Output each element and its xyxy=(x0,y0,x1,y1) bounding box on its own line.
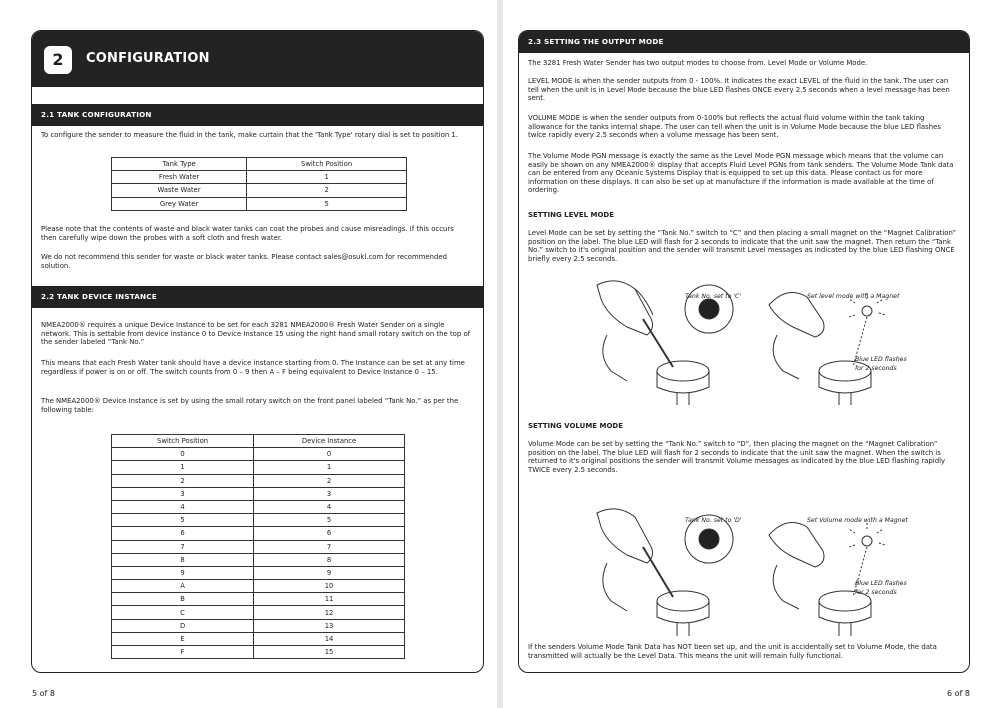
table-row xyxy=(112,487,405,500)
table-row xyxy=(112,580,405,593)
section-heading-output-mode: 2.3 SETTING THE OUTPUT MODE xyxy=(519,31,969,53)
table-header-row xyxy=(112,158,407,171)
table-cell: 4 xyxy=(254,500,405,513)
table-cell: 5 xyxy=(247,197,407,210)
table-cell: 7 xyxy=(112,540,254,553)
table-cell: 1 xyxy=(254,461,405,474)
table-row xyxy=(112,474,405,487)
table-row xyxy=(112,606,405,619)
table-cell: C xyxy=(112,606,254,619)
led-icon xyxy=(862,536,872,546)
table-row xyxy=(112,461,405,474)
table-row xyxy=(112,540,405,553)
tank-config-note-2: We do not recommend this sender for waste or black water tanks. Please contact sales@osukl.com for recommended solution. xyxy=(41,253,448,270)
device-instance-table xyxy=(111,434,405,659)
setting-volume-para: Volume Mode can be set by setting the “Tank No.” switch to “D”, then placing the magnet on the “Magnet Calibration” position on the label. The blue LED will flash for 2 seconds to indicate that the unit saw the magnet. When the switch is returned to it's original positions the sender will transmit Volume messages as indicated by the blue LED flashing rapidly TWICE every 2.5 seconds. xyxy=(528,440,946,474)
table-cell: 5 xyxy=(254,514,405,527)
table-cell: 4 xyxy=(112,500,254,513)
table-cell: Waste Water xyxy=(112,184,247,197)
table-cell: F xyxy=(112,646,254,659)
right-page xyxy=(503,0,1000,708)
sender-head xyxy=(657,591,709,611)
table-row xyxy=(112,566,405,579)
page-number-right: 6 of 8 xyxy=(947,689,970,698)
table-cell: 3 xyxy=(112,487,254,500)
table-cell: 1 xyxy=(112,461,254,474)
table-cell: 11 xyxy=(254,593,405,606)
table-row xyxy=(112,553,405,566)
caption-tank-no-d: Tank No. set to 'D' xyxy=(685,517,742,524)
left-page xyxy=(0,0,497,708)
hand-sketch xyxy=(769,523,824,568)
caption-led-flash-1: Blue LED flashes xyxy=(855,580,907,587)
output-mode-para-2: LEVEL MODE is when the sender outputs from 0 - 100%. It indicates the exact LEVEL of the fluid in the tank. The user can tell when the unit is in Level Mode because the blue LED flashes ONCE every 2.5 seconds when a level message has been sent. xyxy=(528,77,950,103)
device-instance-para-1: NMEA2000® requires a unique Device Instance to be set for each 3281 NMEA2000® Fresh Water Sender on a single network. This is settable from device instance 0 to Device Instance 15 using the right hand small rotary switch on the top of the sender labeled “Tank No.” xyxy=(41,321,471,347)
tank-config-note-1: Please note that the contents of waste and black water tanks can coat the probes and cause misreadings. If this occurs then carefully wipe down the probes with a soft cloth and fresh water. xyxy=(41,225,454,242)
table-cell: 8 xyxy=(112,553,254,566)
chapter-title: CONFIGURATION xyxy=(86,51,210,66)
table-cell: 8 xyxy=(254,553,405,566)
table-row xyxy=(112,593,405,606)
table-row xyxy=(112,197,407,210)
table-cell: 2 xyxy=(254,474,405,487)
device-instance-para-2: This means that each Fresh Water tank should have a device instance starting from 0. The Instance can be set at any time regardless if power is on or off. The switch counts from 0 – 9 then A – F being equivalent to Device Instance 0 – 15. xyxy=(41,359,465,376)
right-page-frame xyxy=(518,30,970,673)
hand-sketch xyxy=(597,281,653,335)
table-row xyxy=(112,632,405,645)
caption-volume-magnet: Set Volume mode with a Magnet xyxy=(807,517,908,524)
table-row xyxy=(112,171,407,184)
section-heading-tank-configuration: 2.1 TANK CONFIGURATION xyxy=(32,104,483,126)
caption-led-flash-1: Blue LED flashes xyxy=(855,356,907,363)
table-cell: 10 xyxy=(254,580,405,593)
table-header: Device Instance xyxy=(254,435,405,448)
tank-type-table xyxy=(111,157,407,211)
table-cell: Grey Water xyxy=(112,197,247,210)
caption-level-magnet: Set level mode with a Magnet xyxy=(807,293,900,300)
table-cell: 2 xyxy=(247,184,407,197)
table-cell: D xyxy=(112,619,254,632)
caption-led-flash-2: for 2 seconds xyxy=(855,589,897,596)
table-cell: 15 xyxy=(254,646,405,659)
screwdriver xyxy=(643,547,673,597)
led-icon xyxy=(862,306,872,316)
tank-config-intro: To configure the sender to measure the fluid in the tank, make curtain that the 'Tank Type' rotary dial is set to position 1. xyxy=(41,131,458,139)
chapter-number: 2 xyxy=(44,46,72,74)
hand-sketch xyxy=(597,509,653,563)
table-cell: 2 xyxy=(112,474,254,487)
table-cell: 7 xyxy=(254,540,405,553)
table-row xyxy=(112,448,405,461)
setting-level-para: Level Mode can be set by setting the “Tank No.” switch to “C” and then placing a small magnet on the “Magnet Calibration” position on the label. The blue LED will flash for 2 seconds to indicate that the unit saw the magnet. Then return the “Tank No.” switch to it's original position and the sender will transmit Level messages as indicated by the blue LED flashing ONCE briefly every 2.5 seconds. xyxy=(528,229,957,263)
table-cell: 6 xyxy=(112,527,254,540)
section-heading-tank-device-instance: 2.2 TANK DEVICE INSTANCE xyxy=(32,286,483,308)
table-row xyxy=(112,184,407,197)
left-page-frame xyxy=(31,30,484,673)
table-row xyxy=(112,619,405,632)
table-row xyxy=(112,500,405,513)
table-cell: 0 xyxy=(112,448,254,461)
table-cell: E xyxy=(112,632,254,645)
chapter-header xyxy=(32,31,483,87)
table-header-row xyxy=(112,435,405,448)
table-cell: Fresh Water xyxy=(112,171,247,184)
table-cell: 13 xyxy=(254,619,405,632)
caption-led-flash-2: for 2 seconds xyxy=(855,365,897,372)
screwdriver xyxy=(643,319,673,367)
closing-note: If the senders Volume Mode Tank Data has NOT been set up, and the unit is accidentally set to Volume Mode, the data transmitted will actually be the Level Data. This means the unit will remain fully functional. xyxy=(528,643,937,660)
page-number-left: 5 of 8 xyxy=(32,689,55,698)
output-mode-para-3: VOLUME MODE is when the sender outputs from 0-100% but reflects the actual fluid volume within the tank taking allowance for the tanks internal shape. The user can tell when the unit is in Volume Mode because the blue LED flashes twice rapidly every 2.5 seconds when a volume message has been sent. xyxy=(528,114,941,140)
sender-head xyxy=(657,361,709,381)
table-cell: 3 xyxy=(254,487,405,500)
table-cell: A xyxy=(112,580,254,593)
table-cell: 9 xyxy=(112,566,254,579)
table-cell: 6 xyxy=(254,527,405,540)
table-cell: 12 xyxy=(254,606,405,619)
table-cell: 5 xyxy=(112,514,254,527)
table-row xyxy=(112,646,405,659)
device-instance-para-3: The NMEA2000® Device Instance is set by using the small rotary switch on the front panel labeled “Tank No.” as per the following table: xyxy=(41,397,459,414)
table-cell: 1 xyxy=(247,171,407,184)
output-mode-para-1: The 3281 Fresh Water Sender has two output modes to choose from. Level Mode or Volume Mode. xyxy=(528,59,868,67)
table-header: Switch Position xyxy=(112,435,254,448)
setting-volume-heading: SETTING VOLUME MODE xyxy=(528,422,624,430)
table-cell: B xyxy=(112,593,254,606)
table-header: Switch Position xyxy=(247,158,407,171)
caption-tank-no-c: Tank No. set to 'C' xyxy=(685,293,742,300)
table-cell: 9 xyxy=(254,566,405,579)
table-header: Tank Type xyxy=(112,158,247,171)
table-cell: 0 xyxy=(254,448,405,461)
setting-level-heading: SETTING LEVEL MODE xyxy=(528,211,615,219)
output-mode-para-4: The Volume Mode PGN message is exactly the same as the Level Mode PGN message which means that the volume can easily be shown on any NMEA2000® display that accepts Fluid Level PGNs from tank senders. The Volume Mode Tank data can be entered from any Oceanic Systems Display that is equipped to set up this data. Please contact us for more information on these displays. It can also be set up at manufacture if the information is made available at the time of ordering. xyxy=(528,152,954,195)
table-cell: 14 xyxy=(254,632,405,645)
table-row xyxy=(112,514,405,527)
table-row xyxy=(112,527,405,540)
